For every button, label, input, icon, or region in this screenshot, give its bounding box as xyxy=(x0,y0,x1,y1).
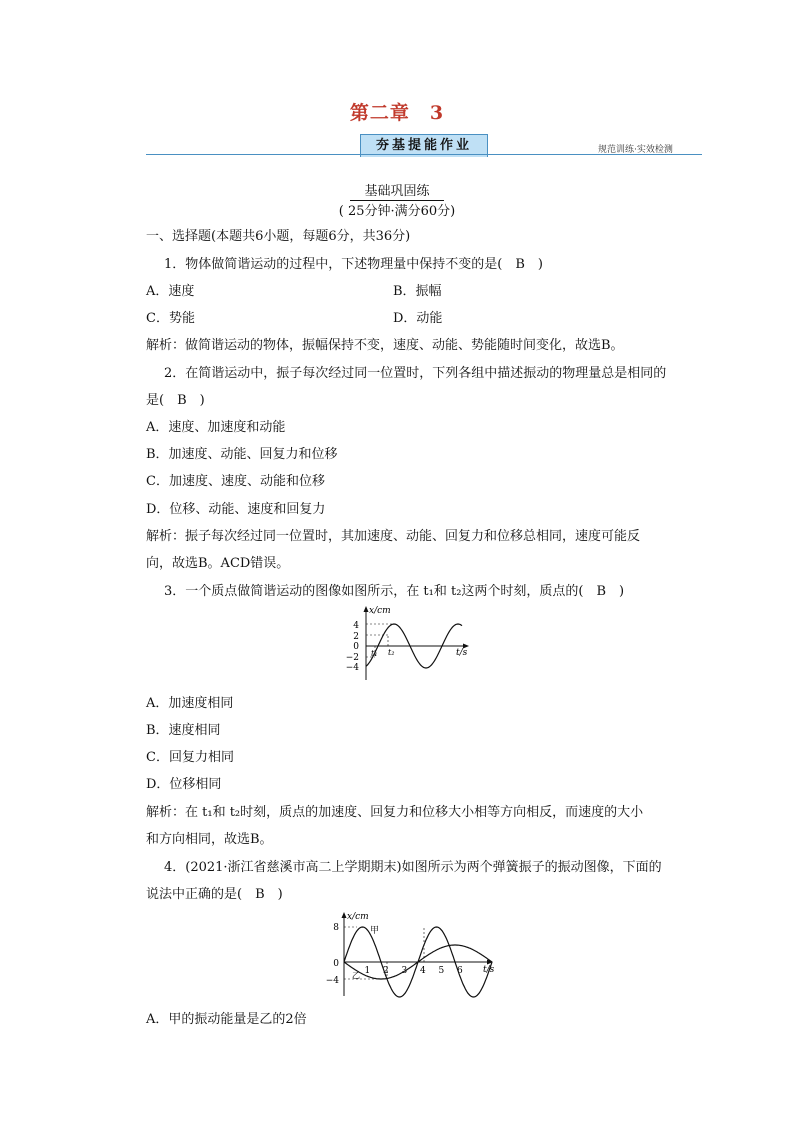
q4-xtick-6: 6 xyxy=(457,966,463,976)
section-title: 基础巩固练 xyxy=(0,180,794,201)
q3-y-arrow xyxy=(364,606,369,612)
q4-y-arrow xyxy=(342,912,347,918)
section-time: ( 25分钟·满分60分) xyxy=(338,204,456,219)
q1-option-b: B．振幅 xyxy=(393,284,442,299)
q3-t2-label: t₂ xyxy=(388,648,395,657)
q3-stem: 3．一个质点做简谐运动的图像如图所示，在 t₁和 t₂这两个时刻，质点的( B ) xyxy=(164,584,625,599)
q2-option-a: A．速度、加速度和动能 xyxy=(146,420,286,435)
q4-y-label: x/cm xyxy=(347,912,369,922)
q3-analysis-line2: 和方向相同，故选B。 xyxy=(146,832,273,847)
q2-option-c: C．加速度、速度、动能和位移 xyxy=(146,474,325,489)
q3-ytick-4: 4 xyxy=(353,621,359,631)
header-rule xyxy=(146,154,702,155)
q3-option-c: C．回复力相同 xyxy=(146,750,234,765)
q2-analysis-line1: 解析：振子每次经过同一位置时，其加速度、动能、回复力和位移总相同，速度可能反 xyxy=(146,529,641,544)
q4-ytick-8: 8 xyxy=(333,923,339,933)
q3-ytick-0: 0 xyxy=(353,642,359,652)
q2-stem-line1: 2．在简谐运动中，振子每次经过同一位置时，下列各组中描述振动的物理量总是相同的 xyxy=(164,366,667,381)
q2-stem-line2: 是( B ) xyxy=(146,393,205,408)
part-heading: 一、选择题(本题共6小题，每题6分，共36分) xyxy=(146,229,411,244)
q4-x-label: t/s xyxy=(483,965,495,975)
q4-graph xyxy=(325,910,502,998)
q2-analysis-line2: 向，故选B。ACD错误。 xyxy=(146,556,290,571)
q3-ytick-neg4: −4 xyxy=(345,663,359,673)
q1-stem: 1．物体做简谐运动的过程中，下述物理量中保持不变的是( B ) xyxy=(164,257,543,272)
q4-xtick-5: 5 xyxy=(438,966,445,976)
q2-option-d: D．位移、动能、速度和回复力 xyxy=(146,502,326,517)
banner-label: 夯基提能作业 xyxy=(360,134,488,157)
q1-analysis: 解析：做简谐运动的物体，振幅保持不变，速度、动能、势能随时间变化，故选B。 xyxy=(146,338,624,353)
q4-option-a: A．甲的振动能量是乙的2倍 xyxy=(146,1012,307,1027)
q3-ytick-neg2: −2 xyxy=(345,653,359,663)
q4-xtick-1: 1 xyxy=(364,966,371,976)
q3-ytick-2: 2 xyxy=(353,632,359,642)
q4-label-jia: 甲 xyxy=(370,926,380,936)
q4-xtick-3: 3 xyxy=(401,966,408,976)
q4-ytick-neg4: −4 xyxy=(325,976,339,986)
page-title: 第二章 3 xyxy=(349,102,445,124)
q1-option-c: C．势能 xyxy=(146,311,195,326)
q3-option-a: A．加速度相同 xyxy=(146,696,234,711)
q3-option-b: B．速度相同 xyxy=(146,723,221,738)
q3-analysis-line1: 解析：在 t₁和 t₂时刻，质点的加速度、回复力和位移大小相等方向相反，而速度的大小 xyxy=(146,805,644,820)
q3-y-label: x/cm xyxy=(369,606,391,616)
q2-option-b: B．加速度、动能、回复力和位移 xyxy=(146,447,338,462)
q3-t1-label: t₁ xyxy=(371,649,378,658)
q4-xtick-2: 2 xyxy=(383,966,389,976)
q3-option-d: D．位移相同 xyxy=(146,777,222,792)
q4-label-yi: 乙 xyxy=(352,971,360,980)
q4-xtick-4: 4 xyxy=(420,966,426,976)
q4-ytick-0: 0 xyxy=(333,959,339,969)
q1-option-d: D．动能 xyxy=(393,311,443,326)
q3-graph xyxy=(345,604,478,682)
banner-tagline: 规范训练·实效检测 xyxy=(598,145,673,155)
q4-stem-line2: 说法中正确的是( B ) xyxy=(146,887,283,902)
q4-stem-line1: 4．(2021·浙江省慈溪市高二上学期期末)如图所示为两个弹簧振子的振动图像，下面的 xyxy=(164,860,662,875)
q3-x-label: t/s xyxy=(456,648,468,658)
q1-option-a: A．速度 xyxy=(146,284,195,299)
